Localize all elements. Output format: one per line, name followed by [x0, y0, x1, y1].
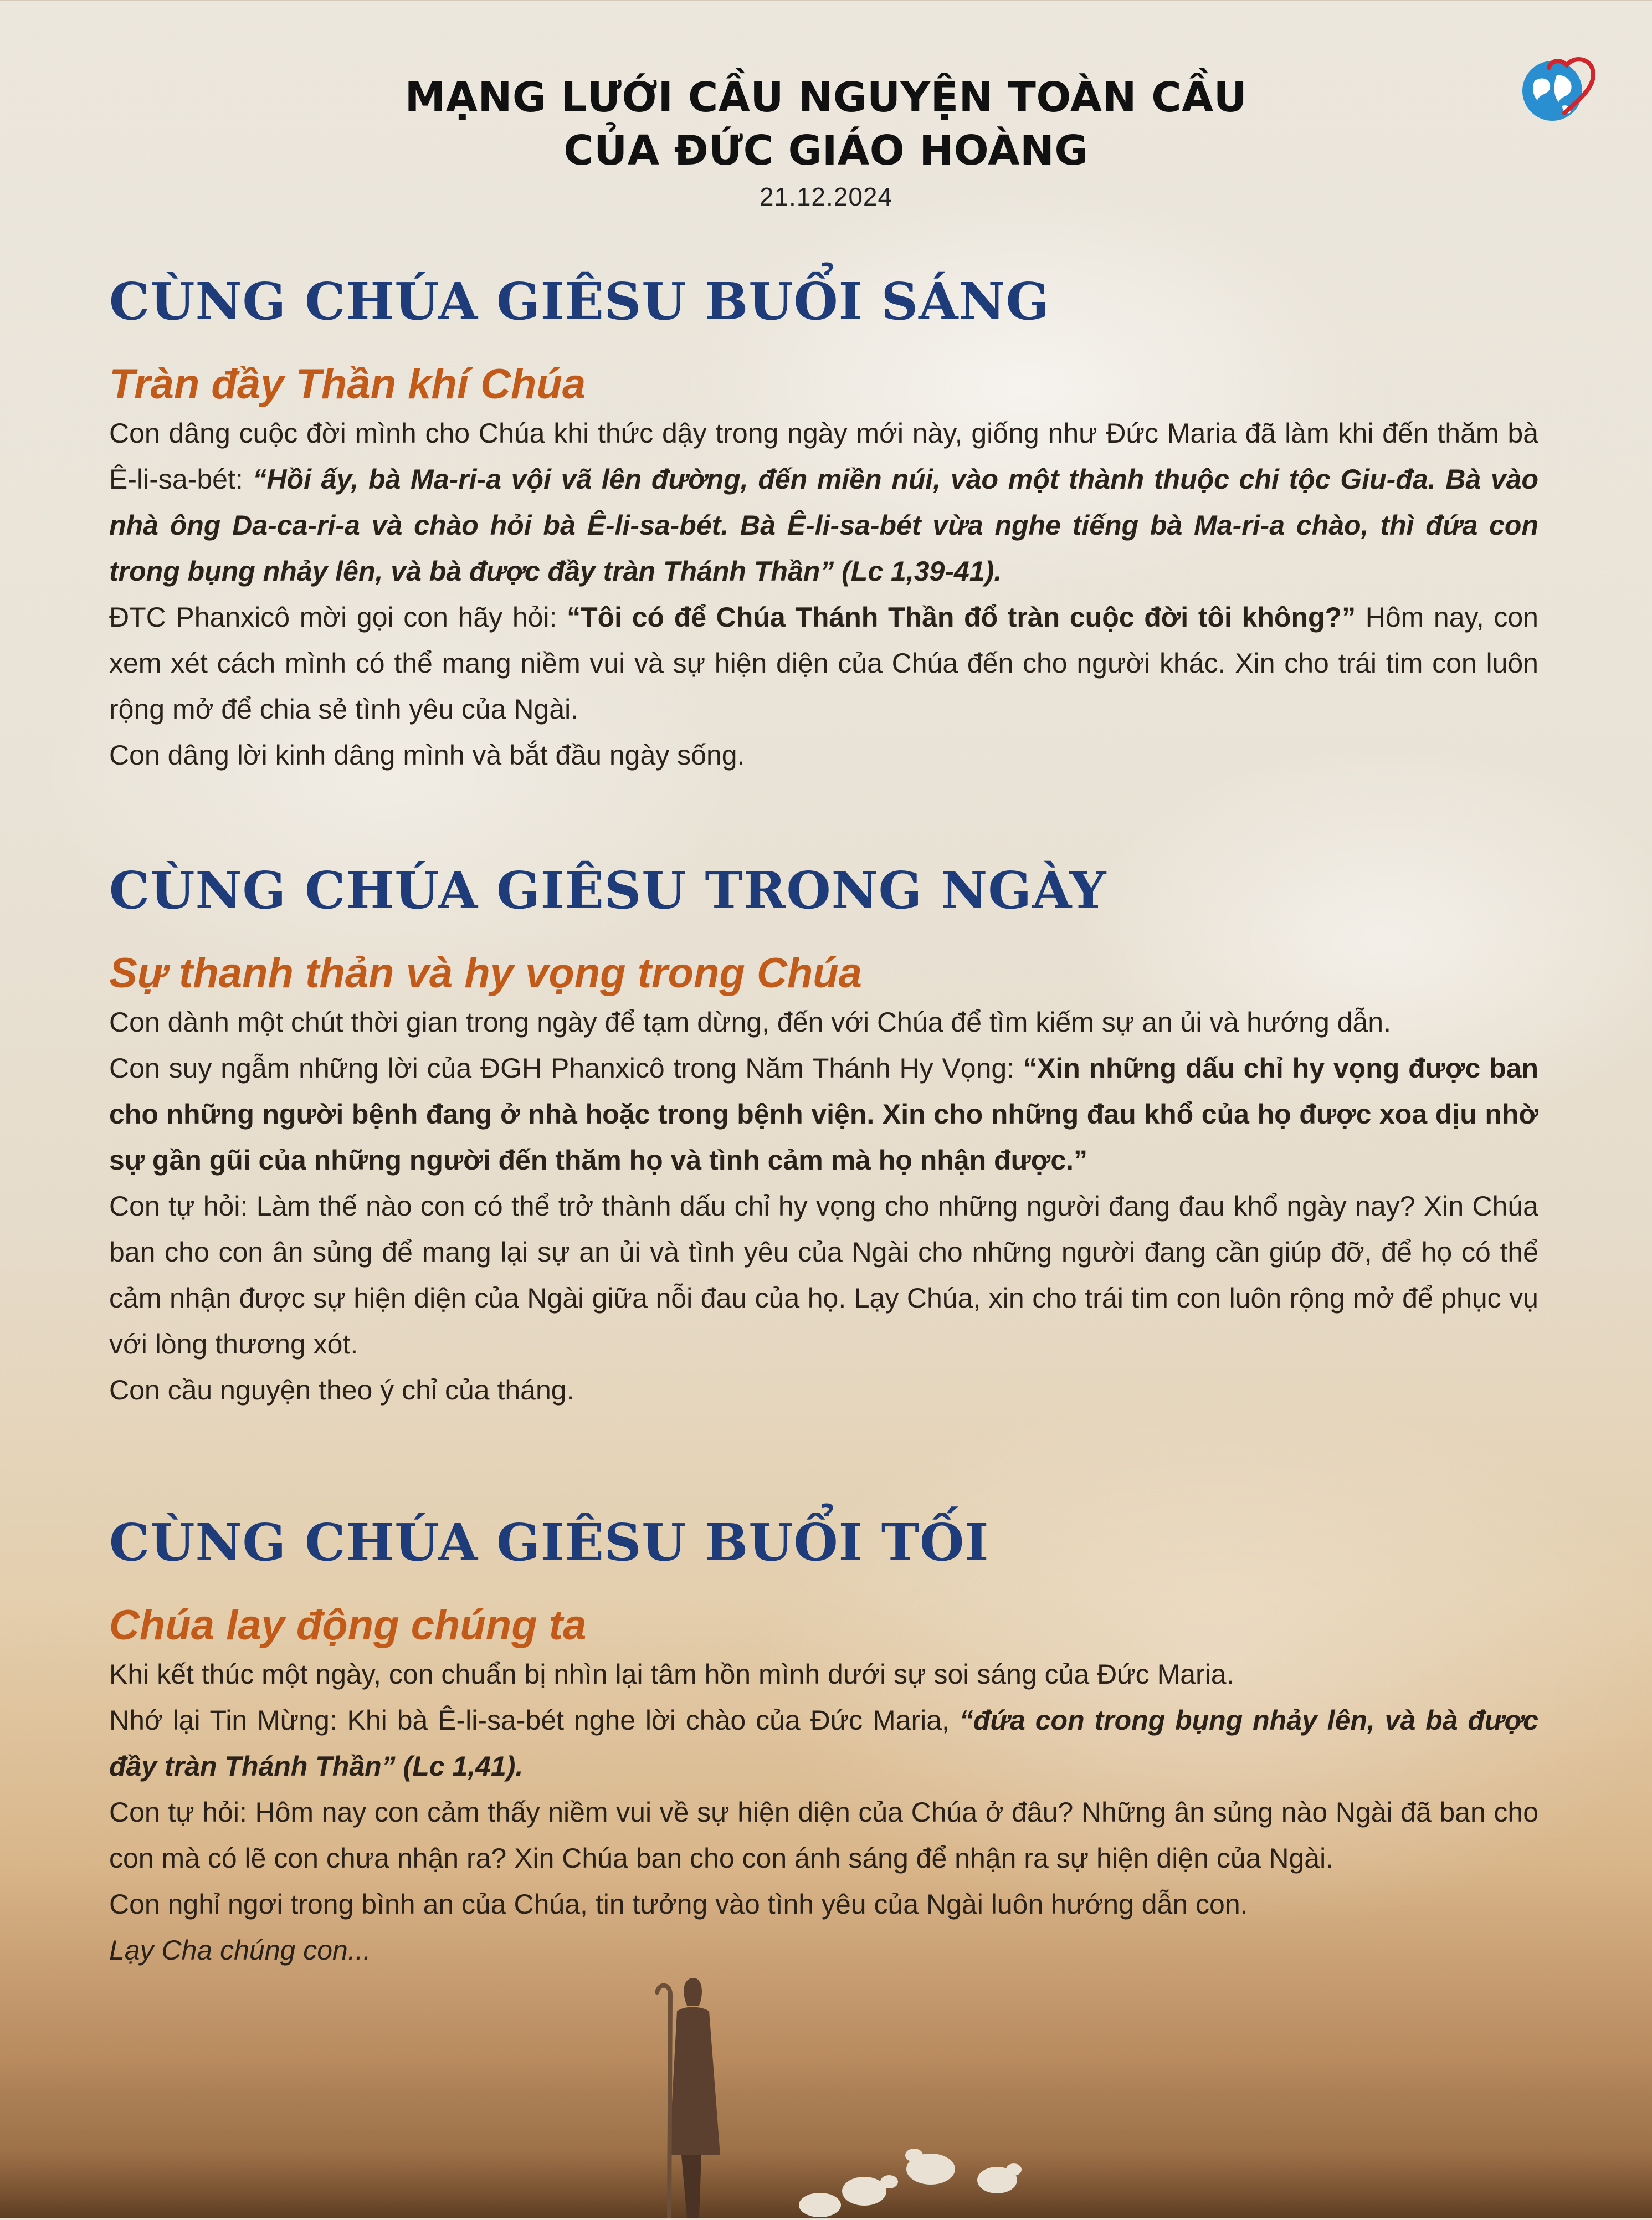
page-title	[0, 71, 1652, 177]
evening-paragraph-4: Con nghỉ ngơi trong bình an của Chúa, tin tưởng vào tình yêu của Ngài luôn hướng dẫn con.	[109, 1889, 1248, 1920]
day-paragraph-3: Con tự hỏi: Làm thế nào con có thể trở thành dấu chỉ hy vọng cho những người đang đau khổ ngày nay? Xin Chúa ban cho con ân sủng để mang lại sự an ủi và tình yêu của Ngài cho những người đang cần giúp đỡ, để họ có thể cảm nhận được sự hiện diện của Ngài giữa nỗi đau của họ. Lạy Chúa, xin cho trái tim con luôn rộng mở để phục vụ với lòng thương xót.	[109, 1191, 1538, 1360]
globe-heart-logo-icon	[1518, 53, 1601, 125]
evening-paragraph-2	[109, 1698, 1538, 1790]
morning-paragraph-1	[109, 411, 1538, 594]
evening-paragraph-1: Khi kết thúc một ngày, con chuẩn bị nhìn lại tâm hồn mình dưới sự soi sáng của Đức Maria.	[109, 1659, 1234, 1690]
shepherd-scene-image	[0, 1972, 1652, 2218]
morning-p2-text: ĐTC Phanxicô mời gọi con hãy hỏi:	[109, 602, 567, 633]
morning-heading: CÙNG CHÚA GIÊSU BUỔI SÁNG	[109, 271, 1050, 331]
day-subheading: Sự thanh thản và hy vọng trong Chúa	[109, 950, 862, 997]
title-line-1: MẠNG LƯỚI CẦU NGUYỆN TOÀN CẦU	[404, 74, 1248, 121]
morning-p1-text: Con dâng cuộc đời mình cho Chúa khi thức dậy trong ngày mới này, giống như Đức Maria đã làm khi đến thăm bà Ê-li-sa-bét:	[109, 418, 1538, 495]
evening-p2-quote: “đứa con trong bụng nhảy lên, và bà được đầy tràn Thánh Thần” (Lc 1,41).	[109, 1705, 1538, 1782]
morning-subheading: Tràn đầy Thần khí Chúa	[109, 361, 586, 408]
morning-body	[109, 411, 1538, 778]
page-header	[0, 71, 1652, 212]
evening-section	[109, 1513, 1538, 1973]
evening-heading: CÙNG CHÚA GIÊSU BUỔI TỐI	[109, 1513, 989, 1572]
page-date: 21.12.2024	[759, 182, 893, 211]
evening-paragraph-3: Con tự hỏi: Hôm nay con cảm thấy niềm vui về sự hiện diện của Chúa ở đâu? Những ân sủng nào Ngài đã ban cho con mà có lẽ con chưa nhận ra? Xin Chúa ban cho con ánh sáng để nhận ra sự hiện diện của Ngài.	[109, 1797, 1538, 1874]
day-p2-text: Con suy ngẫm những lời của ĐGH Phanxicô trong Năm Thánh Hy Vọng:	[109, 1053, 1023, 1084]
morning-paragraph-3: Con dâng lời kinh dâng mình và bắt đầu ngày sống.	[109, 740, 745, 771]
day-paragraph-2	[109, 1045, 1538, 1183]
morning-p2-quote: “Tôi có để Chúa Thánh Thần đổ tràn cuộc đời tôi không?”	[567, 602, 1356, 633]
morning-p1-quote: “Hồi ấy, bà Ma-ri-a vội vã lên đường, đến miền núi, vào một thành thuộc chi tộc Giu-đa. Bà vào nhà ông Da-ca-ri-a và chào hỏi bà Ê-li-sa-bét. Bà Ê-li-sa-bét vừa nghe tiếng bà Ma-ri-a chào, thì đứa con trong bụng nhảy lên, và bà được đầy tràn Thánh Thần” (Lc 1,39-41).	[109, 464, 1538, 587]
morning-section	[109, 271, 1538, 778]
day-heading: CÙNG CHÚA GIÊSU TRONG NGÀY	[109, 860, 1107, 920]
day-paragraph-1: Con dành một chút thời gian trong ngày để tạm dừng, đến với Chúa để tìm kiếm sự an ủi và hướng dẫn.	[109, 1007, 1391, 1038]
evening-body	[109, 1652, 1538, 1973]
evening-closing-prayer: Lạy Cha chúng con...	[109, 1935, 371, 1966]
day-body	[109, 999, 1538, 1413]
day-p2-quote: “Xin những dấu chỉ hy vọng được ban cho những người bệnh đang ở nhà hoặc trong bệnh viện. Xin cho những đau khổ của họ được xoa dịu nhờ sự gần gũi của những người đến thăm họ và tình cảm mà họ nhận được.”	[109, 1053, 1538, 1176]
day-paragraph-4: Con cầu nguyện theo ý chỉ của tháng.	[109, 1375, 574, 1406]
morning-p2-rest: Hôm nay, con xem xét cách mình có thể mang niềm vui và sự hiện diện của Chúa đến cho người khác. Xin cho trái tim con luôn rộng mở để chia sẻ tình yêu của Ngài.	[109, 602, 1538, 725]
title-line-2: CỦA ĐỨC GIÁO HOÀNG	[563, 127, 1089, 175]
evening-p2-text: Nhớ lại Tin Mừng: Khi bà Ê-li-sa-bét nghe lời chào của Đức Maria,	[109, 1705, 960, 1736]
morning-paragraph-2	[109, 594, 1538, 732]
day-section	[109, 860, 1538, 1413]
evening-subheading: Chúa lay động chúng ta	[109, 1602, 587, 1649]
